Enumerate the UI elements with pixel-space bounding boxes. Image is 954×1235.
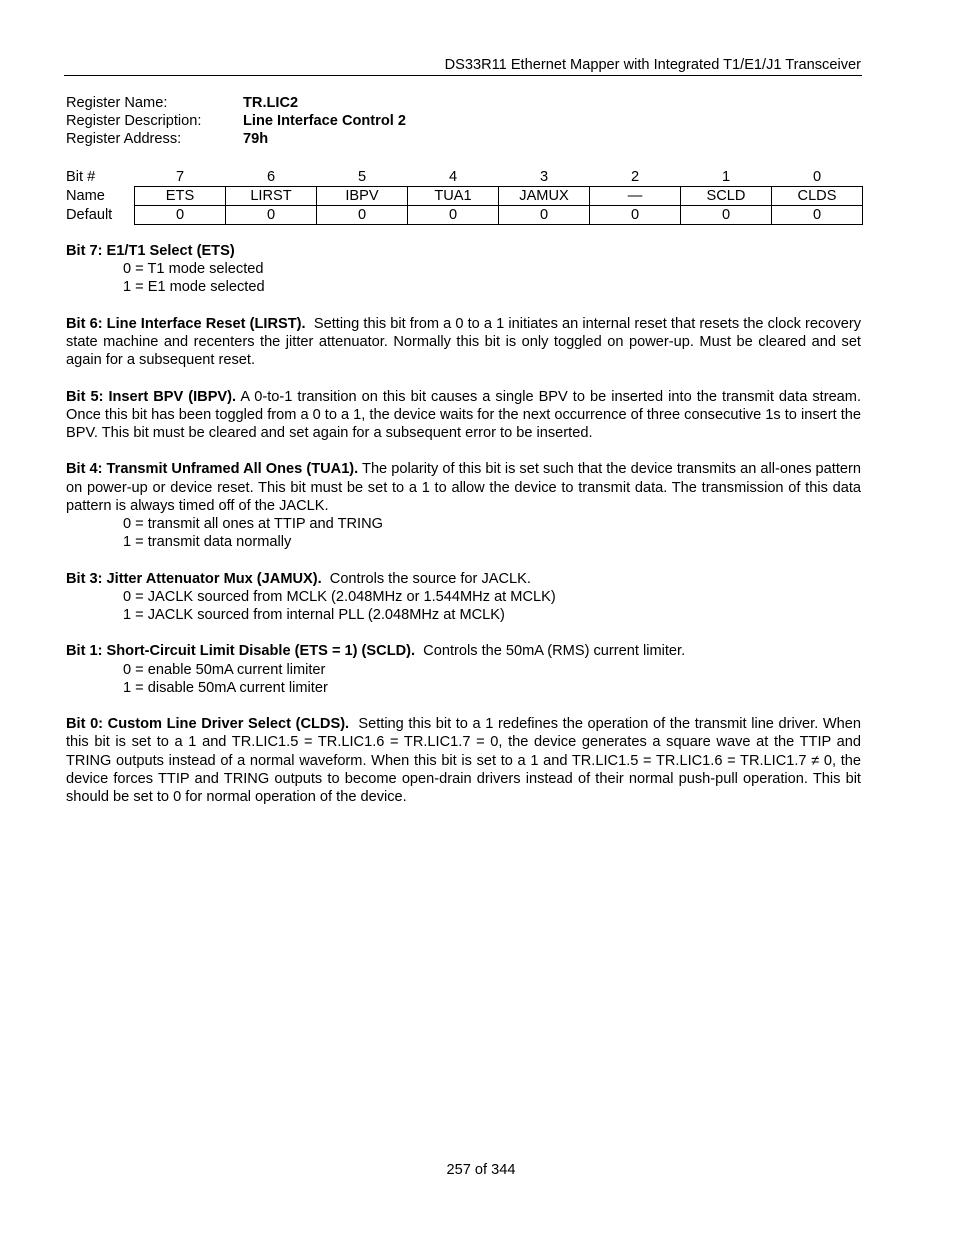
bit7-title: Bit 7: E1/T1 Select (ETS) [66, 243, 235, 259]
bit7-section [66, 242, 861, 297]
bit7-option-1: 1 = E1 mode selected [123, 279, 265, 296]
bit-default-cell: 0 [499, 206, 590, 225]
bit3-option-0: 0 = JACLK sourced from MCLK (2.048MHz or 1.544MHz at MCLK) [123, 588, 556, 605]
bit-number-cell: 6 [266, 168, 276, 185]
bit6-title: Bit 6: Line Interface Reset (LIRST). [66, 315, 306, 332]
bit0-paragraph [66, 715, 861, 806]
bit1-paragraph [66, 642, 861, 660]
register-description-label: Register Description: [66, 113, 202, 130]
bit4-option-0: 0 = transmit all ones at TTIP and TRING [123, 516, 383, 532]
bit-default-cell: 0 [590, 206, 681, 225]
bit6-paragraph [66, 315, 861, 370]
bit-number-cell: 2 [630, 168, 640, 185]
bit-default-cell: 0 [772, 206, 863, 225]
bit1-section [66, 642, 861, 697]
bit5-section [66, 388, 861, 443]
bit3-title: Bit 3: Jitter Attenuator Mux (JAMUX). [66, 570, 322, 587]
bit-name-row [65, 187, 863, 206]
bit6-section [66, 315, 861, 370]
bit1-text: Controls the 50mA (RMS) current limiter. [423, 643, 686, 660]
bit0-title: Bit 0: Custom Line Driver Select (CLDS). [66, 716, 350, 733]
bit-name-cell: TUA1 [408, 187, 499, 206]
bit3-text: Controls the source for JACLK. [329, 570, 531, 587]
bit4-section [66, 460, 861, 551]
register-name-value: TR.LIC2 [243, 95, 299, 111]
bit-default-cell: 0 [317, 206, 408, 225]
register-address-row [66, 130, 406, 148]
register-address-label: Register Address: [66, 131, 182, 148]
bit-default-label: Default [66, 207, 113, 223]
bit0-section [66, 715, 861, 806]
bit3-section [66, 570, 861, 625]
bit3-option-1: 1 = JACLK sourced from internal PLL (2.048MHz at MCLK) [123, 607, 505, 623]
page-number: 257 of 344 [446, 1162, 516, 1178]
bit-name-cell: CLDS [772, 187, 863, 206]
header-divider [64, 75, 862, 76]
bit-default-cell: 0 [408, 206, 499, 225]
bit1-option-1: 1 = disable 50mA current limiter [123, 679, 328, 696]
bit6-text: Setting this bit from a 0 to a 1 initiates an internal reset that resets the clock recovery state machine and recenters the jitter attenuator. Normally this bit is only toggled on power-up. Must be cleared and set again for a subsequent reset. [66, 315, 862, 369]
bit-descriptions [66, 242, 861, 824]
bit-number-cell: 0 [812, 168, 822, 185]
bit1-option-0: 0 = enable 50mA current limiter [123, 661, 326, 678]
bit-default-row [65, 206, 863, 225]
register-description-row [66, 112, 406, 130]
bit4-text: The polarity of this bit is set such that the device transmits an all-ones pattern on power-up or device reset. This bit must be set to a 1 to allow the device to transmit data. The transmission of this data pattern is always timed off of the JACLK. [66, 461, 861, 514]
bit-name-label: Name [66, 188, 105, 204]
bit-default-cell: 0 [135, 206, 226, 225]
bit-number-cell: 1 [721, 168, 731, 185]
bit3-paragraph [66, 570, 861, 588]
bit-number-cell: 3 [539, 168, 549, 185]
bit-name-cell: LIRST [226, 187, 317, 206]
register-name-row [66, 94, 406, 112]
bit-number-cell: 4 [448, 168, 458, 185]
register-info [66, 94, 406, 149]
bit1-title: Bit 1: Short-Circuit Limit Disable (ETS = 1) (SCLD). [66, 643, 416, 660]
register-name-label: Register Name: [66, 95, 168, 111]
bit-number-label: Bit # [66, 168, 96, 185]
bit-default-cell: 0 [681, 206, 772, 225]
register-address-value: 79h [243, 131, 269, 148]
bit7-option-0: 0 = T1 mode selected [123, 261, 264, 278]
bit-default-cell: 0 [226, 206, 317, 225]
bit5-title: Bit 5: Insert BPV (IBPV). [66, 388, 237, 405]
bit-name-cell: IBPV [317, 187, 408, 206]
document-header-title: DS33R11 Ethernet Mapper with Integrated T1/E1/J1 Transceiver [444, 57, 861, 73]
bit-number-cell: 7 [175, 168, 185, 185]
bit4-title: Bit 4: Transmit Unframed All Ones (TUA1). [66, 461, 359, 478]
bit-name-cell: SCLD [681, 187, 772, 206]
bit-name-cell: JAMUX [499, 187, 590, 206]
bit0-text: Setting this bit to a 1 redefines the operation of the transmit line driver. When this bit is set to a 1 and TR.LIC1.5 = TR.LIC1.6 = TR.LIC1.7 = 0, the device generates a square wave at the TTIP and TRING outputs instead of a normal waveform. When this bit is set to a 1 and TR.LIC1.5 = TR.LIC1.6 = TR.LIC1.7 ≠ 0, the device forces TTIP and TRING outputs to become open-drain drivers instead of their normal push-pull operation. This bit should be set to 0 for normal operation of the device. [66, 716, 862, 805]
register-description-value: Line Interface Control 2 [243, 113, 406, 130]
bit-name-cell: — [590, 187, 681, 206]
register-bit-table [65, 166, 863, 225]
bit-name-cell: ETS [135, 187, 226, 206]
bit-number-row [65, 166, 863, 187]
bit4-option-1: 1 = transmit data normally [123, 534, 292, 551]
bit5-paragraph [66, 388, 861, 443]
bit-number-cell: 5 [357, 168, 367, 185]
bit5-text: A 0-to-1 transition on this bit causes a single BPV to be inserted into the transmit data stream. Once this bit has been toggled from a 0 to a 1, the device waits for the next occurrence of three consecutive 1s to insert the BPV. This bit must be cleared and set again for a subsequent error to be inserted. [66, 388, 862, 441]
bit4-paragraph [66, 460, 861, 515]
